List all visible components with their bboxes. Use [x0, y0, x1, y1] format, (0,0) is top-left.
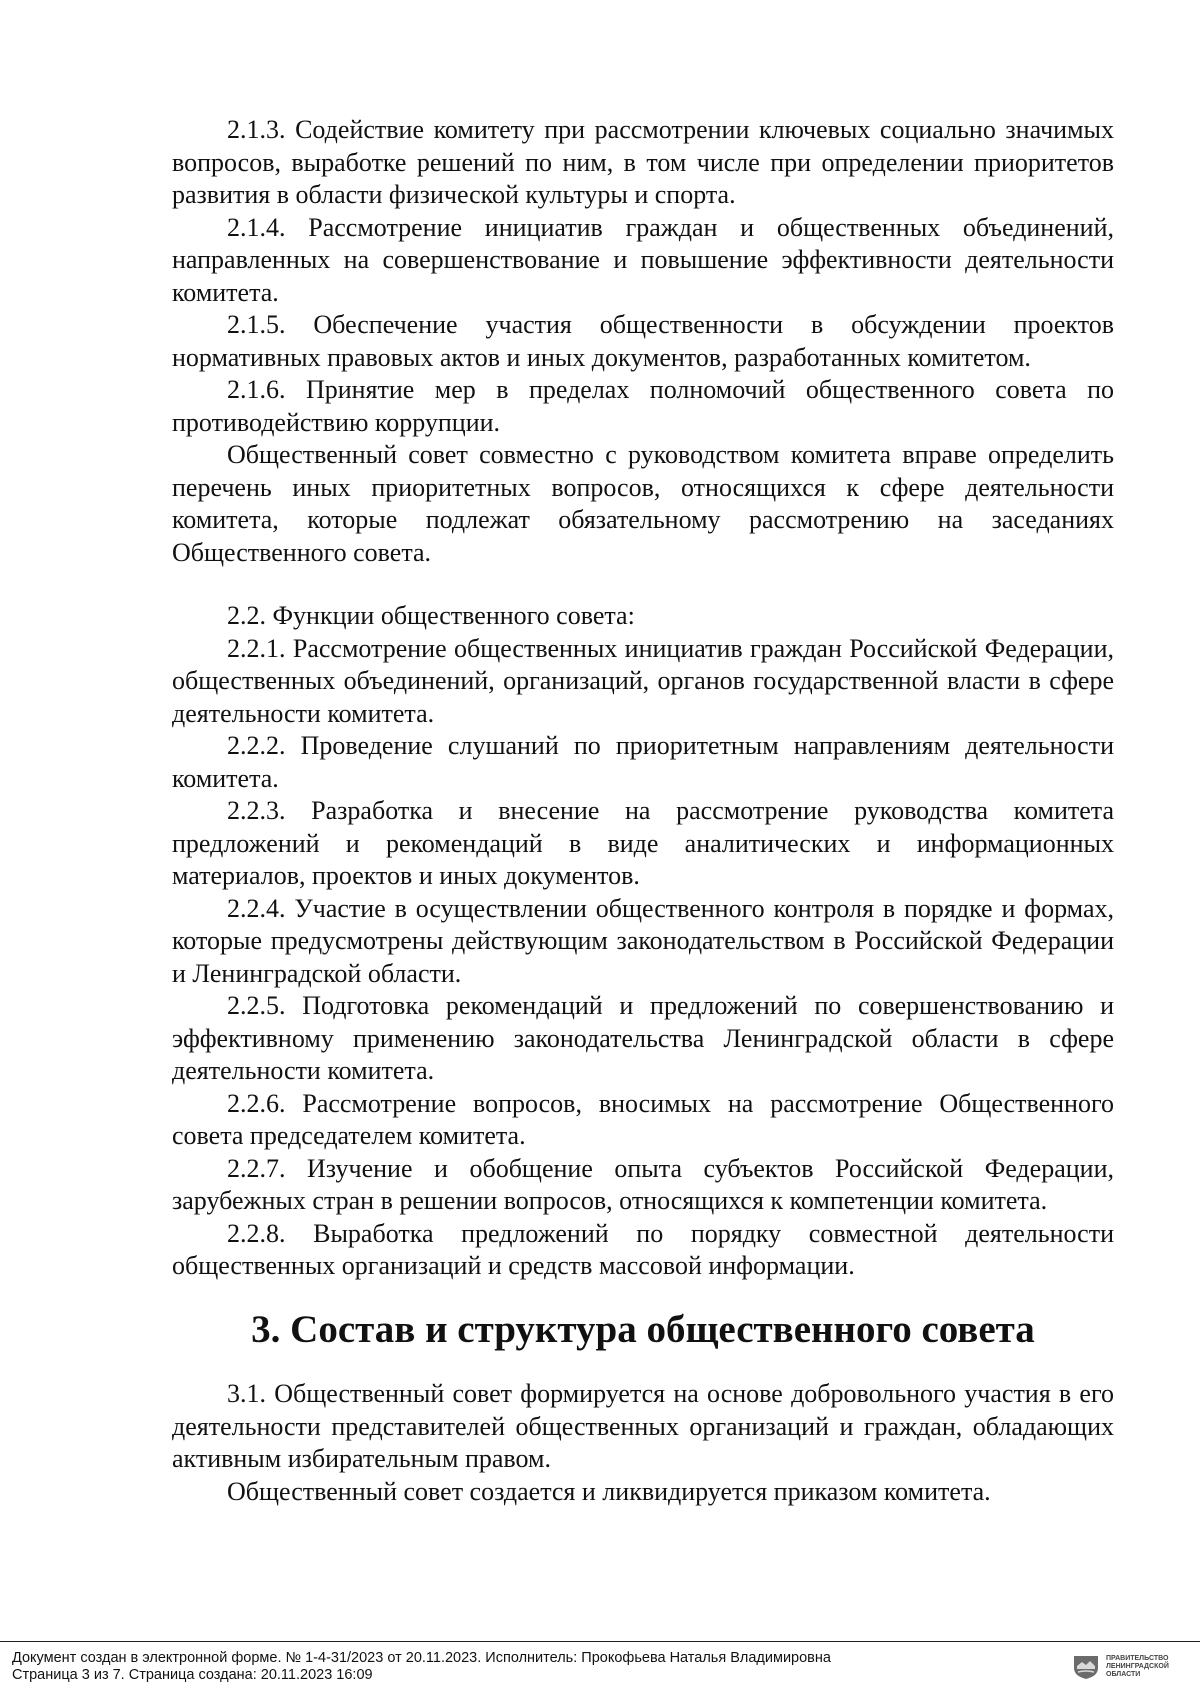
government-logo: [1072, 1654, 1186, 1680]
paragraph-2-2-6: 2.2.6. Рассмотрение вопросов, вносимых на рассмотрение Общественного совета председателем комитета.: [172, 1088, 1114, 1150]
paragraph-2-1-5: 2.1.5. Обеспечение участия общественности в обсуждении проектов нормативных правовых актов и иных документов, разработанных комитетом.: [172, 310, 1114, 372]
footer-text: [12, 1650, 831, 1684]
paragraph-2-2-5: 2.2.5. Подготовка рекомендаций и предложений по совершенствованию и эффективному применению законодательства Ленинградской области в сфере деятельности комитета.: [172, 991, 1114, 1085]
paragraph-priority-questions: Общественный совет совместно с руководством комитета вправе определить перечень иных приоритетных вопросов, относящихся к сфере деятельности комитета, которые подлежат обязательному рассмотрению на заседаниях Общественного совета.: [172, 440, 1114, 567]
footer-page-info: Страница 3 из 7. Страница создана: 20.11.2023 16:09: [12, 1667, 373, 1683]
paragraph-2-1-6: 2.1.6. Принятие мер в пределах полномочий общественного совета по противодействию коррупции.: [172, 375, 1114, 437]
paragraph-council-creation: Общественный совет создается и ликвидируется приказом комитета.: [227, 1476, 991, 1506]
paragraph-3-1: 3.1. Общественный совет формируется на основе добровольного участия в его деятельности представителей общественных организаций и граждан, обладающих активным избирательным правом.: [172, 1379, 1114, 1473]
paragraph-2-2-4: 2.2.4. Участие в осуществлении общественного контроля в порядке и формах, которые предусмотрены действующим законодательством в Российской Федерации и Ленинградской области.: [172, 893, 1114, 988]
section-heading: 3. Состав и структура общественного совета: [251, 1307, 1035, 1351]
document-body: [172, 114, 1114, 1508]
paragraph-2-2-2: 2.2.2. Проведение слушаний по приоритетным направлениям деятельности комитета.: [172, 731, 1114, 793]
paragraph-2-2-7: 2.2.7. Изучение и обобщение опыта субъектов Российской Федерации, зарубежных стран в решении вопросов, относящихся к компетенции комитета.: [172, 1153, 1114, 1215]
logo-caption-line: ПРАВИТЕЛЬСТВО: [1106, 1655, 1169, 1662]
paragraph-2-1-4: 2.1.4. Рассмотрение инициатив граждан и общественных объединений, направленных на совершенствование и повышение эффективности деятельности комитета.: [172, 212, 1114, 307]
paragraph-2-2-8: 2.2.8. Выработка предложений по порядку совместной деятельности общественных организаций и средств массовой информации.: [172, 1218, 1114, 1280]
footer-document-info: Документ создан в электронной форме. № 1-4-31/2023 от 20.11.2023. Исполнитель: Прокофьева Наталья Владимировна: [12, 1650, 831, 1666]
logo-caption: [1106, 1655, 1186, 1679]
paragraph-2-2-1: 2.2.1. Рассмотрение общественных инициатив граждан Российской Федерации, общественных объединений, организаций, органов государственной власти в сфере деятельности комитета.: [172, 633, 1114, 728]
leningrad-region-emblem-icon: [1072, 1654, 1100, 1680]
logo-caption-line: ЛЕНИНГРАДСКОЙ: [1106, 1663, 1169, 1670]
paragraph-2-2-3: 2.2.3. Разработка и внесение на рассмотрение руководства комитета предложений и рекомендаций в виде аналитических и информационных материалов, проектов и иных документов.: [172, 796, 1114, 890]
logo-caption-line: ОБЛАСТИ: [1106, 1671, 1141, 1678]
paragraph-2-1-3: 2.1.3. Содействие комитету при рассмотрении ключевых социально значимых вопросов, выработке решений по ним, в том числе при определении приоритетов развития в области физической культуры и спорта.: [172, 115, 1114, 209]
paragraph-2-2: 2.2. Функции общественного совета:: [227, 601, 635, 630]
page-footer: [0, 1641, 1200, 1699]
